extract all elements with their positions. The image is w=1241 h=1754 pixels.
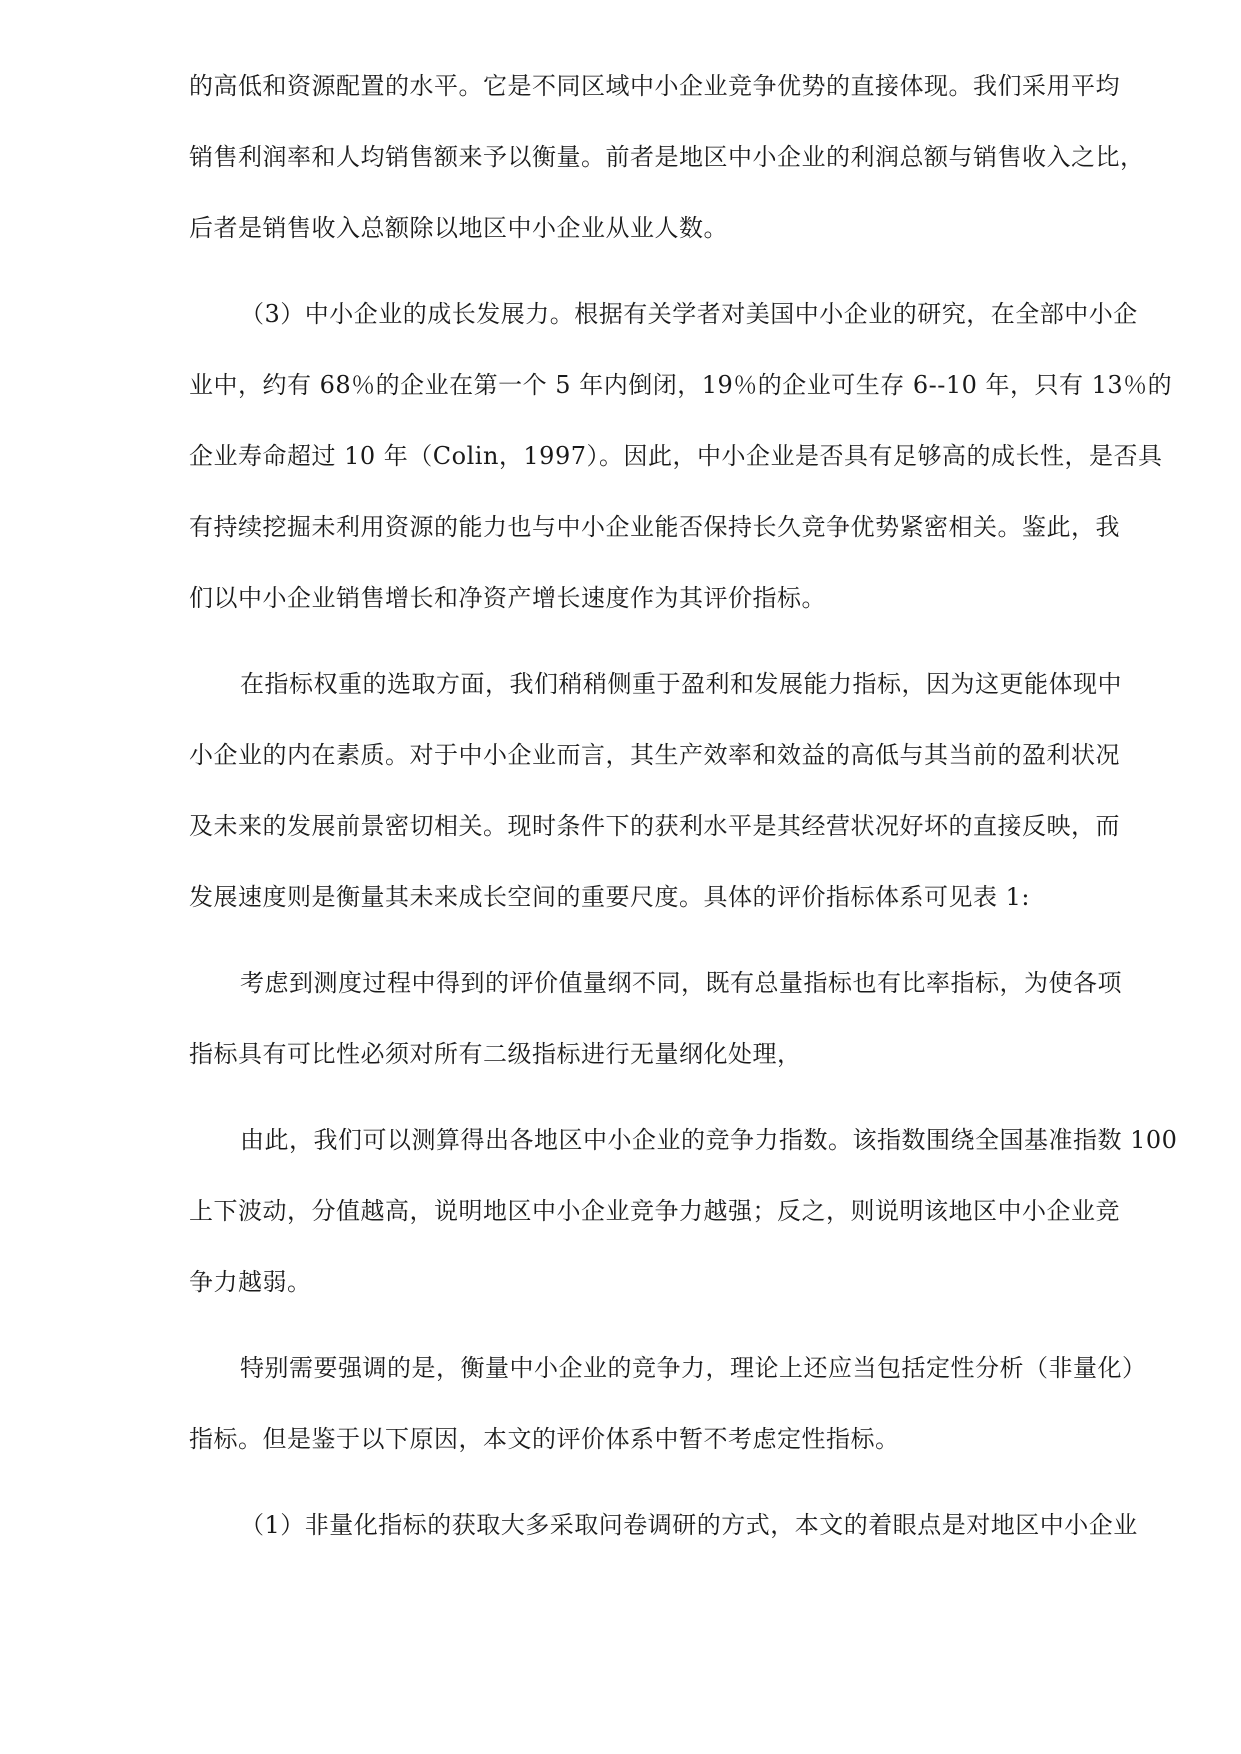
text-line: 有持续挖掘未利用资源的能力也与中小企业能否保持长久竞争优势紧密相关。鉴此，我 [189,513,1120,541]
text-line: 们以中小企业销售增长和净资产增长速度作为其评价指标。 [189,584,826,612]
text-line: 后者是销售收入总额除以地区中小企业从业人数。 [189,214,728,242]
text-line: 特别需要强调的是，衡量中小企业的竞争力，理论上还应当包括定性分析（非量化） [240,1354,1147,1382]
text-line: 在指标权重的选取方面，我们稍稍侧重于盈利和发展能力指标，因为这更能体现中 [240,670,1122,698]
text-line: 争力越弱。 [189,1268,312,1296]
text-line: 指标。但是鉴于以下原因，本文的评价体系中暂不考虑定性指标。 [189,1425,900,1453]
text-line: （3）中小企业的成长发展力。根据有关学者对美国中小企业的研究，在全部中小企 [240,300,1138,328]
text-line: 企业寿命超过 10 年（Colin，1997）。因此，中小企业是否具有足够高的成长性，是否具 [189,442,1163,470]
text-line: 指标具有可比性必须对所有二级指标进行无量纲化处理， [189,1040,802,1068]
text-line: 考虑到测度过程中得到的评价值量纲不同，既有总量指标也有比率指标，为使各项 [240,969,1122,997]
text-line: （1）非量化指标的获取大多采取问卷调研的方式，本文的着眼点是对地区中小企业 [240,1511,1138,1539]
text-line: 销售利润率和人均销售额来予以衡量。前者是地区中小企业的利润总额与销售收入之比， [189,143,1145,171]
text-line: 上下波动，分值越高，说明地区中小企业竞争力越强；反之，则说明该地区中小企业竞 [189,1197,1120,1225]
text-line: 由此，我们可以测算得出各地区中小企业的竞争力指数。该指数围绕全国基准指数 100 [240,1126,1178,1154]
text-line: 业中，约有 68％的企业在第一个 5 年内倒闭，19％的企业可生存 6--10 年，只有 13％的 [189,371,1173,399]
text-line: 发展速度则是衡量其未来成长空间的重要尺度。具体的评价指标体系可见表 1: [189,883,1030,911]
text-line: 及未来的发展前景密切相关。现时条件下的获利水平是其经营状况好坏的直接反映，而 [189,812,1120,840]
text-line: 的高低和资源配置的水平。它是不同区域中小企业竞争优势的直接体现。我们采用平均 [189,72,1120,100]
text-line: 小企业的内在素质。对于中小企业而言，其生产效率和效益的高低与其当前的盈利状况 [189,741,1120,769]
